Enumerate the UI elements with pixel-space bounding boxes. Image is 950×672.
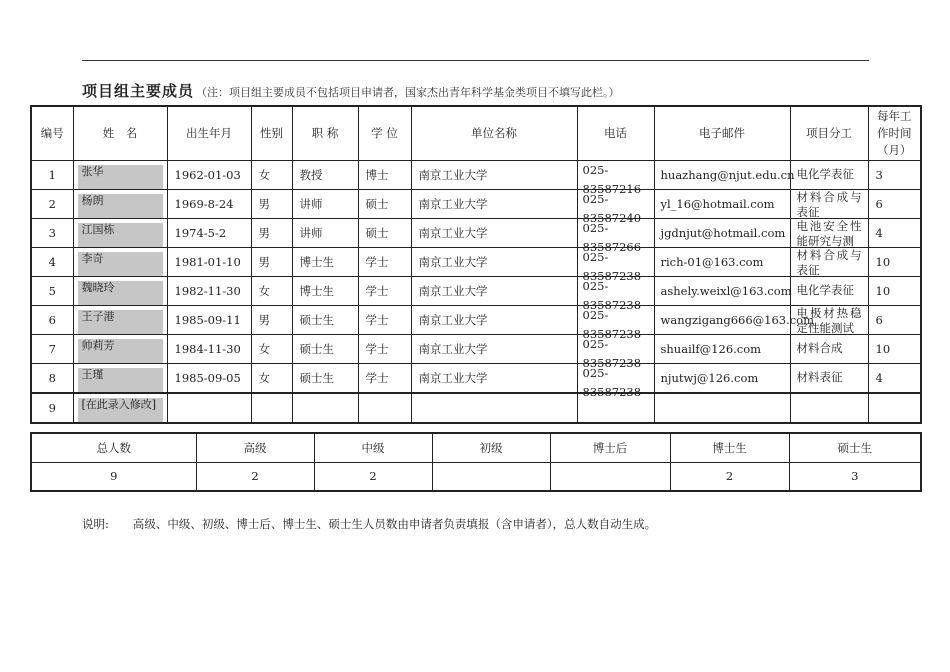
top-rule (82, 60, 869, 61)
member-phone: 025-83587216 (582, 162, 642, 196)
entry-row[interactable] (31, 393, 921, 423)
member-name-field[interactable]: 帅莉芳 (78, 339, 163, 363)
member-row (31, 305, 921, 334)
member-degree: 硕士 (358, 189, 411, 218)
member-row (31, 247, 921, 276)
member-role-cell (790, 160, 868, 189)
entry-no: 9 (31, 393, 73, 423)
member-unit: 南京工业大学 (411, 334, 577, 363)
member-phone: 025-83587238 (582, 307, 642, 341)
member-email: wangzigang666@163.com (660, 312, 815, 327)
entry-role-cell[interactable] (790, 393, 868, 423)
section-heading (82, 80, 620, 101)
member-row (31, 218, 921, 247)
member-email-cell (654, 305, 815, 334)
member-no: 4 (31, 247, 73, 276)
summary-header-master: 硕士生 (789, 433, 921, 462)
member-name-field[interactable]: 李奇 (78, 252, 163, 276)
summary-value-master[interactable]: 3 (789, 462, 921, 491)
member-months: 10 (868, 276, 921, 305)
entry-months-cell[interactable] (868, 393, 921, 423)
member-name-field[interactable]: 张华 (78, 165, 163, 189)
member-row (31, 363, 921, 393)
member-email-cell (654, 189, 790, 218)
summary-header-junior: 初级 (432, 433, 550, 462)
member-degree: 博士 (358, 160, 411, 189)
member-name-cell[interactable] (73, 363, 167, 393)
summary-header-total: 总人数 (31, 433, 196, 462)
member-degree: 学士 (358, 363, 411, 393)
member-role-cell (790, 363, 868, 393)
member-email: rich-01@163.com (660, 254, 764, 269)
header-birth: 出生年月 (167, 106, 251, 160)
header-title: 职 称 (292, 106, 358, 160)
member-phone: 025-83587238 (582, 336, 642, 370)
member-phone: 025-83587240 (582, 191, 642, 225)
header-name: 姓 名 (73, 106, 167, 160)
explanation (82, 516, 656, 532)
member-degree: 学士 (358, 276, 411, 305)
member-title: 讲师 (292, 218, 358, 247)
member-birth: 1969-8-24 (167, 189, 251, 218)
explanation-label: 说明: (82, 517, 109, 531)
member-name-field[interactable]: 王子港 (78, 310, 163, 334)
member-role: 材料合成 (796, 341, 843, 355)
header-unit: 单位名称 (411, 106, 577, 160)
member-degree: 硕士 (358, 218, 411, 247)
member-title: 教授 (292, 160, 358, 189)
summary-value-intermediate[interactable]: 2 (314, 462, 432, 491)
member-email: ashely.weixl@163.com (660, 283, 792, 298)
member-gender: 男 (251, 218, 292, 247)
header-months: 每年工作时间（月） (868, 106, 921, 160)
member-no: 3 (31, 218, 73, 247)
member-name-cell[interactable] (73, 276, 167, 305)
member-email: huazhang@njut.edu.cn (660, 167, 795, 182)
member-email-cell (654, 218, 790, 247)
summary-value-phd[interactable]: 2 (670, 462, 789, 491)
member-email: njutwj@126.com (660, 370, 759, 385)
member-phone: 025-83587238 (582, 278, 642, 312)
summary-value-postdoc[interactable] (550, 462, 670, 491)
member-title: 博士生 (292, 276, 358, 305)
header-role: 项目分工 (790, 106, 868, 160)
member-months: 6 (868, 305, 921, 334)
member-unit: 南京工业大学 (411, 276, 577, 305)
member-phone-cell (577, 160, 654, 196)
member-name-cell[interactable] (73, 160, 167, 189)
member-title: 博士生 (292, 247, 358, 276)
header-email: 电子邮件 (654, 106, 790, 160)
member-email: jgdnjut@hotmail.com (660, 225, 786, 240)
member-name-field[interactable]: 魏晓玲 (78, 281, 163, 305)
member-name-field[interactable]: 杨朗 (78, 194, 163, 218)
summary-value-junior[interactable] (432, 462, 550, 491)
member-row (31, 276, 921, 305)
member-title: 硕士生 (292, 334, 358, 363)
member-email: yl_16@hotmail.com (660, 196, 775, 211)
member-email-cell (654, 160, 795, 189)
member-name-cell[interactable] (73, 305, 167, 334)
member-name-cell[interactable] (73, 247, 167, 276)
summary-value-senior[interactable]: 2 (196, 462, 314, 491)
member-role-cell (790, 218, 868, 247)
member-months: 6 (868, 189, 921, 218)
member-role-cell (790, 305, 868, 334)
member-unit: 南京工业大学 (411, 363, 577, 393)
member-no: 7 (31, 334, 73, 363)
member-gender: 女 (251, 363, 292, 393)
explanation-text: 高级、中级、初级、博士后、博士生、硕士生人员数由申请者负责填报（含申请者），总人数自动生成。 (132, 517, 657, 531)
member-unit: 南京工业大学 (411, 189, 577, 218)
member-name-cell[interactable] (73, 334, 167, 363)
member-phone: 025-83587238 (582, 249, 642, 283)
member-role: 材料合成与表征 (796, 247, 862, 277)
member-birth: 1985-09-11 (167, 305, 251, 334)
member-gender: 女 (251, 276, 292, 305)
section-title: 项目组主要成员 (82, 82, 195, 100)
member-email-cell (654, 334, 790, 363)
member-row (31, 334, 921, 363)
member-name-cell[interactable] (73, 189, 167, 218)
member-degree: 学士 (358, 334, 411, 363)
member-birth: 1985-09-05 (167, 363, 251, 393)
member-unit: 南京工业大学 (411, 305, 577, 334)
member-no: 8 (31, 363, 73, 393)
entry-title-cell[interactable] (292, 393, 358, 423)
member-row (31, 189, 921, 218)
member-phone: 025-83587238 (582, 365, 642, 399)
member-no: 1 (31, 160, 73, 189)
member-role: 电化学表征 (796, 167, 854, 181)
member-phone: 025-83587266 (582, 220, 642, 254)
summary-header-phd: 博士生 (670, 433, 789, 462)
member-title: 硕士生 (292, 305, 358, 334)
member-email-cell (654, 247, 790, 276)
member-email: shuailf@126.com (660, 341, 762, 356)
member-role-cell (790, 276, 868, 305)
member-unit: 南京工业大学 (411, 218, 577, 247)
members-header-row (31, 106, 921, 160)
member-birth: 1982-11-30 (167, 276, 251, 305)
summary-table (30, 432, 922, 492)
member-months: 10 (868, 334, 921, 363)
member-gender: 女 (251, 334, 292, 363)
entry-name-input[interactable]: [在此录入修改] (78, 398, 163, 422)
member-months: 3 (868, 160, 921, 189)
summary-header-postdoc: 博士后 (550, 433, 670, 462)
member-row (31, 160, 921, 189)
member-unit: 南京工业大学 (411, 160, 577, 189)
member-no: 5 (31, 276, 73, 305)
member-degree: 学士 (358, 305, 411, 334)
member-role: 材料表征 (796, 370, 843, 384)
entry-birth-cell[interactable] (167, 393, 251, 423)
summary-value-total: 9 (31, 462, 196, 491)
member-role: 电极材热稳定性能测试 (796, 305, 862, 335)
member-no: 2 (31, 189, 73, 218)
member-title: 讲师 (292, 189, 358, 218)
section-note: （注：项目组主要成员不包括项目申请者，国家杰出青年科学基金类项目不填写此栏。） (196, 86, 620, 99)
summary-header-senior: 高级 (196, 433, 314, 462)
member-email-cell (654, 363, 790, 393)
header-degree: 学 位 (358, 106, 411, 160)
member-unit: 南京工业大学 (411, 247, 577, 276)
members-table (30, 105, 922, 424)
entry-degree-cell[interactable] (358, 393, 411, 423)
member-role-cell (790, 334, 868, 363)
member-name-field[interactable]: 王瑾 (78, 368, 163, 392)
member-no: 6 (31, 305, 73, 334)
member-role-cell (790, 247, 868, 276)
member-name-cell[interactable] (73, 218, 167, 247)
member-email-cell (654, 276, 790, 305)
member-gender: 男 (251, 247, 292, 276)
member-months: 4 (868, 363, 921, 393)
summary-value-row (31, 462, 921, 491)
member-months: 10 (868, 247, 921, 276)
entry-gender-cell[interactable] (251, 393, 292, 423)
header-no: 编号 (31, 106, 73, 160)
member-role-cell (790, 189, 868, 218)
member-birth: 1974-5-2 (167, 218, 251, 247)
member-gender: 男 (251, 305, 292, 334)
member-gender: 男 (251, 189, 292, 218)
member-role: 电池安全性能研究与测 (796, 218, 862, 248)
member-birth: 1981-01-10 (167, 247, 251, 276)
member-title: 硕士生 (292, 363, 358, 393)
member-gender: 女 (251, 160, 292, 189)
member-months: 4 (868, 218, 921, 247)
summary-header-intermediate: 中级 (314, 433, 432, 462)
member-role: 电化学表征 (796, 283, 854, 297)
member-birth: 1984-11-30 (167, 334, 251, 363)
header-gender: 性别 (251, 106, 292, 160)
member-birth: 1962-01-03 (167, 160, 251, 189)
member-degree: 学士 (358, 247, 411, 276)
member-role: 材料合成与表征 (796, 189, 862, 219)
summary-header-row (31, 433, 921, 462)
entry-name-cell[interactable] (73, 393, 167, 423)
header-phone: 电话 (577, 106, 654, 160)
member-name-field[interactable]: 江国栋 (78, 223, 163, 247)
entry-email-cell[interactable] (654, 393, 790, 423)
entry-unit-cell[interactable] (411, 393, 577, 423)
